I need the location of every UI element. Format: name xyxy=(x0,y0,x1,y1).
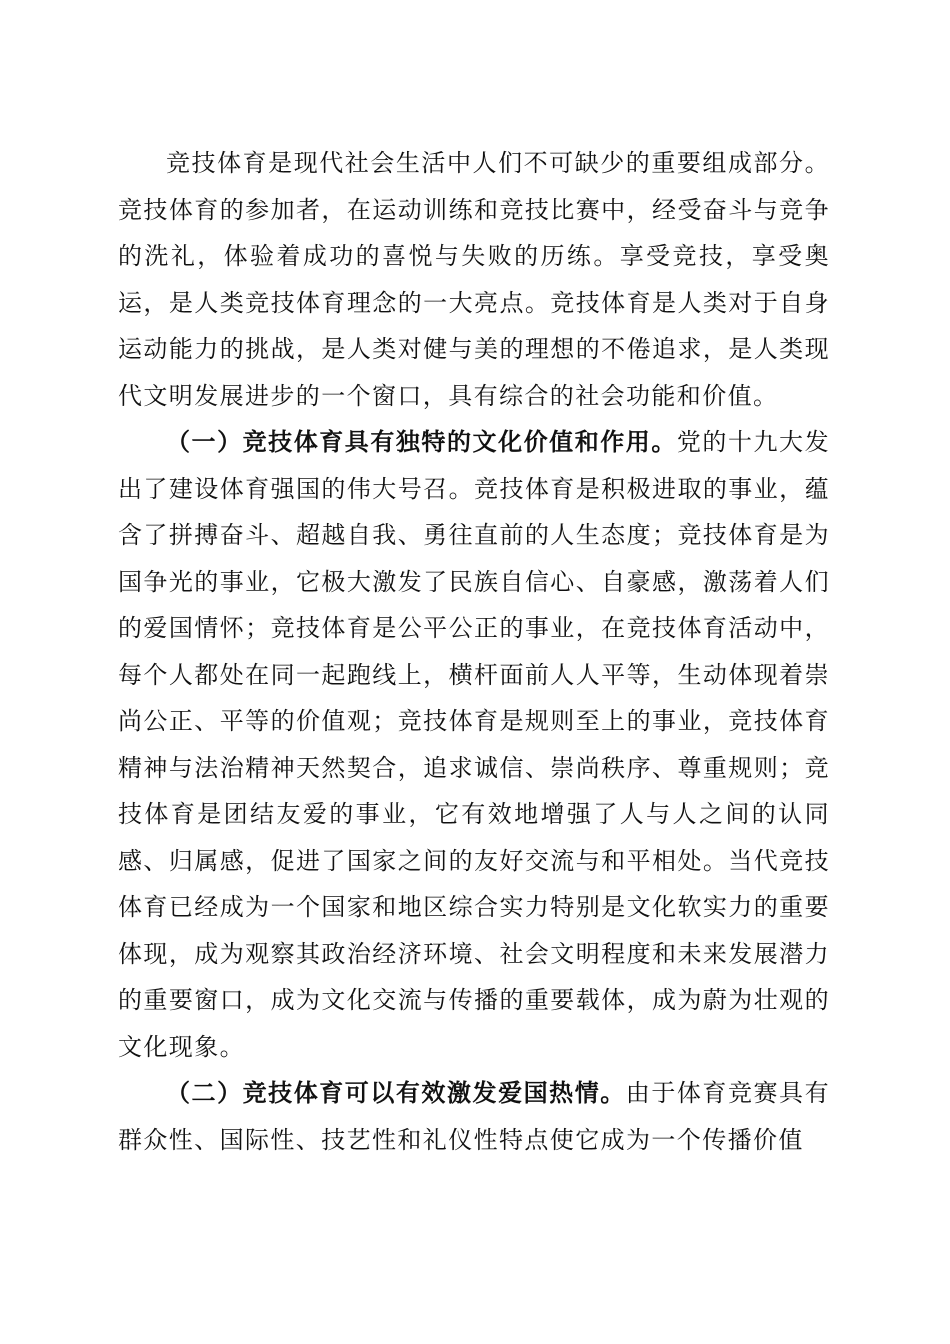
paragraph-intro-body: 竞技体育是现代社会生活中人们不可缺少的重要组成部分。竞技体育的参加者，在运动训练和竞技比赛中，经受奋斗与竞争的洗礼，体验着成功的喜悦与失败的历练。享受竞技，享受奥运，是人类竞技体育理念的一大亮点。竞技体育是人类对于自身运动能力的挑战，是人类对健与美的理想的不倦追求，是人类现代文明发展进步的一个窗口，具有综合的社会功能和价值。 xyxy=(118,149,830,410)
section-2-heading: （二）竞技体育可以有效激发爱国热情。 xyxy=(166,1078,626,1107)
section-1-body: 党的十九大发出了建设体育强国的伟大号召。竞技体育是积极进取的事业，蕴含了拼搏奋斗、超越自我、勇往直前的人生态度；竞技体育是为国争光的事业，它极大激发了民族自信心、自豪感，激荡着人们的爱国情怀；竞技体育是公平公正的事业，在竞技体育活动中，每个人都处在同一起跑线上，横杆面前人人平等，生动体现着崇尚公正、平等的价值观；竞技体育是规则至上的事业，竞技体育精神与法治精神天然契合，追求诚信、崇尚秩序、尊重规则；竞技体育是团结友爱的事业，它有效地增强了人与人之间的认同感、归属感，促进了国家之间的友好交流与和平相处。当代竞技体育已经成为一个国家和地区综合实力特别是文化软实力的重要体现，成为观察其政治经济环境、社会文明程度和未来发展潜力的重要窗口，成为文化交流与传播的重要载体，成为蔚为壮观的文化现象。 xyxy=(118,428,830,1061)
paragraph-section-1 xyxy=(118,419,830,1070)
paragraph-intro xyxy=(118,140,830,419)
section-1-heading: （一）竞技体育具有独特的文化价值和作用。 xyxy=(166,427,677,456)
section-2-body: 由于体育竞赛具有群众性、国际性、技艺性和礼仪性特点使它成为一个传播价值 xyxy=(118,1079,831,1154)
paragraph-section-2 xyxy=(118,1070,830,1163)
document-page xyxy=(118,140,830,1163)
